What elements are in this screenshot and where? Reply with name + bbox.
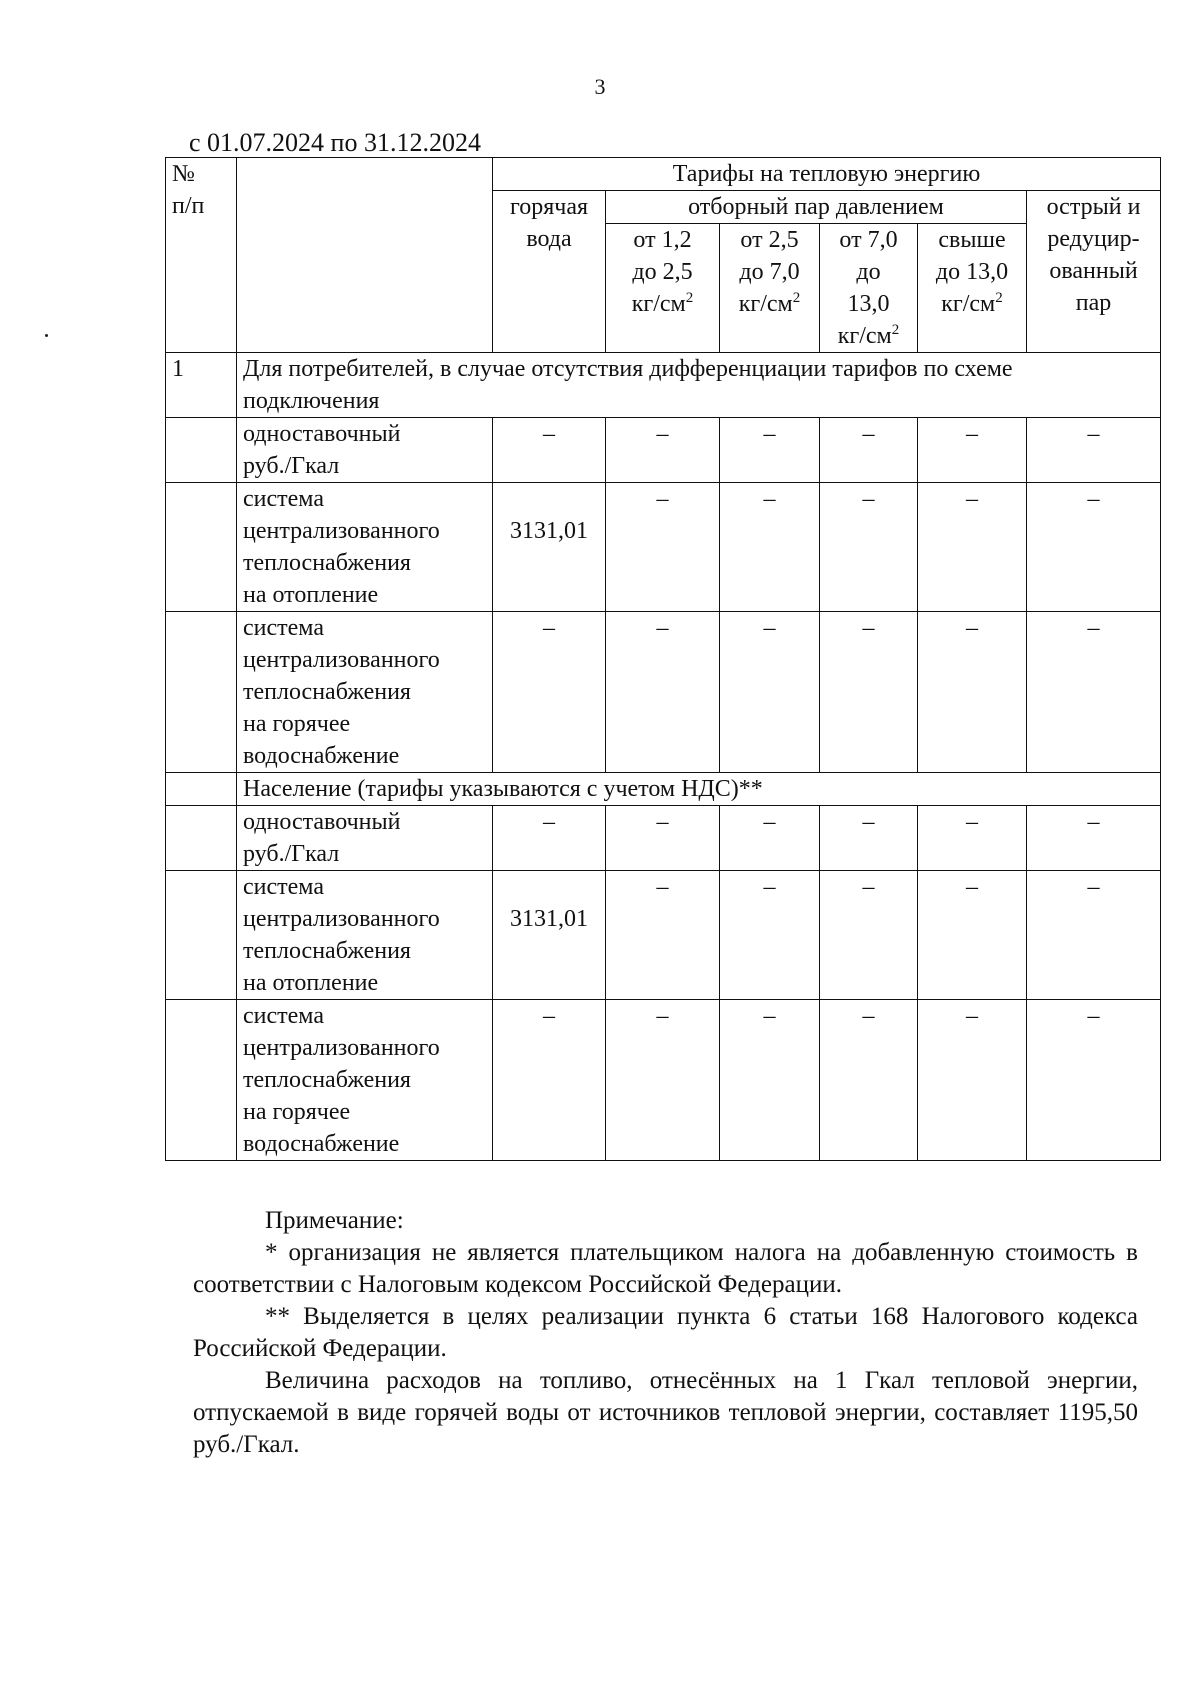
- period-caption: с 01.07.2024 по 31.12.2024: [189, 128, 481, 157]
- steam-3-l1: от 7,0: [839, 227, 898, 253]
- row-label-line: водоснабжение: [243, 1131, 400, 1157]
- note-2: ** Выделяется в целях реализации пункта 6 статьи 168 Налогового кодекса Российской Федерации.: [193, 1303, 1138, 1362]
- row-label-line: руб./Гкал: [243, 453, 340, 479]
- row-label: [237, 483, 493, 612]
- cell-sharp-steam: –: [1027, 1000, 1161, 1161]
- section-2-num: [166, 773, 237, 806]
- steam-3-l2: до: [856, 259, 881, 285]
- header-sharp-l3: ованный: [1049, 258, 1138, 284]
- cell-hot-water: –: [493, 806, 606, 871]
- header-sharp-l2: редуцир-: [1047, 226, 1140, 252]
- cell-steam-1: –: [606, 483, 720, 612]
- row-label-line: централизованного: [243, 1035, 440, 1061]
- header-sharp-l4: пар: [1075, 290, 1112, 316]
- cell-steam-2: –: [720, 1000, 820, 1161]
- cell-steam-2: –: [720, 612, 820, 773]
- cell-steam-1: –: [606, 612, 720, 773]
- row-label-line: теплоснабжения: [243, 679, 411, 705]
- row-label-line: на горячее: [243, 711, 351, 737]
- row-label-line: централизованного: [243, 647, 440, 673]
- row-label-line: централизованного: [243, 518, 440, 544]
- header-sharp-steam: [1027, 191, 1161, 353]
- cell-steam-2: –: [720, 806, 820, 871]
- cell-steam-1: –: [606, 806, 720, 871]
- header-steam-group: отборный пар давлением: [606, 191, 1027, 224]
- row-label-line: система: [243, 1003, 324, 1029]
- row-label-line: система: [243, 486, 324, 512]
- row-label-line: руб./Гкал: [243, 841, 340, 867]
- row-num-cell: [166, 1000, 237, 1161]
- cell-hot-water: –: [493, 1000, 606, 1161]
- row-num-cell: [166, 612, 237, 773]
- section-1-row: [166, 353, 1161, 418]
- table-row: [166, 483, 1161, 612]
- section-1-num: 1: [166, 353, 237, 418]
- cell-steam-3: –: [820, 418, 918, 483]
- cell-sharp-steam: –: [1027, 483, 1161, 612]
- header-hot-water-l2: вода: [526, 226, 572, 252]
- header-row-1: [166, 158, 1161, 191]
- steam-4-l2: до 13,0: [935, 259, 1009, 285]
- table-row: [166, 871, 1161, 1000]
- cell-sharp-steam: –: [1027, 612, 1161, 773]
- steam-1-l1: от 1,2: [633, 227, 692, 253]
- page-number: 3: [594, 74, 606, 99]
- header-steam-2: [720, 224, 820, 353]
- row-label-line: теплоснабжения: [243, 1067, 411, 1093]
- steam-4-l1: свыше: [938, 227, 1006, 253]
- header-num-abbr: п/п: [172, 193, 205, 219]
- row-num-cell: [166, 871, 237, 1000]
- table-row: [166, 1000, 1161, 1161]
- table-row: [166, 418, 1161, 483]
- steam-3-l3: 13,0: [847, 291, 890, 317]
- section-1-title: Для потребителей, в случае отсутствия дифференциации тарифов по схеме подключения: [237, 353, 1161, 418]
- cell-steam-1: –: [606, 871, 720, 1000]
- steam-4-unit: $кг/см^2$: [941, 290, 1003, 317]
- cell-steam-2: –: [720, 418, 820, 483]
- cell-steam-3: –: [820, 1000, 918, 1161]
- steam-2-l2: до 7,0: [739, 259, 800, 285]
- cell-steam-4: –: [918, 806, 1027, 871]
- cell-sharp-steam: –: [1027, 871, 1161, 1000]
- header-hot-water: [493, 191, 606, 353]
- row-label-line: теплоснабжения: [243, 550, 411, 576]
- steam-2-l1: от 2,5: [740, 227, 799, 253]
- row-label: [237, 871, 493, 1000]
- cell-steam-4: –: [918, 483, 1027, 612]
- note-3: Величина расходов на топливо, отнесённых на 1 Гкал тепловой энергии, отпускаемой в виде горячей воды от источников тепловой энергии, составляет 1195,50 руб./Гкал.: [193, 1367, 1138, 1458]
- header-num-cell: [166, 158, 237, 353]
- cell-sharp-steam: –: [1027, 418, 1161, 483]
- row-label-line: на горячее: [243, 1099, 351, 1125]
- row-label: [237, 418, 493, 483]
- row-label-line: одноставочный: [243, 421, 401, 447]
- header-name-cell: [237, 158, 493, 353]
- cell-hot-water: 3131,01: [493, 871, 606, 1000]
- notes-block: [193, 1205, 1138, 1461]
- row-label-line: теплоснабжения: [243, 938, 411, 964]
- tariff-table: [165, 157, 1161, 1161]
- header-tariffs-title: Тарифы на тепловую энергию: [493, 158, 1161, 191]
- header-steam-3: [820, 224, 918, 353]
- row-label-line: одноставочный: [243, 809, 401, 835]
- row-label: [237, 806, 493, 871]
- cell-steam-2: –: [720, 483, 820, 612]
- row-label-line: централизованного: [243, 906, 440, 932]
- row-label-line: система: [243, 874, 324, 900]
- header-steam-1: [606, 224, 720, 353]
- cell-hot-water: –: [493, 612, 606, 773]
- row-num-cell: [166, 806, 237, 871]
- cell-steam-3: –: [820, 871, 918, 1000]
- cell-steam-4: –: [918, 418, 1027, 483]
- cell-steam-3: –: [820, 483, 918, 612]
- row-num-cell: [166, 418, 237, 483]
- scan-speck: [45, 334, 48, 337]
- cell-hot-water: 3131,01: [493, 483, 606, 612]
- steam-1-l2: до 2,5: [632, 259, 693, 285]
- row-label-line: система: [243, 615, 324, 641]
- row-num-cell: [166, 483, 237, 612]
- note-1: * организация не является плательщиком налога на добавленную стоимость в соответствии с Налоговым кодексом Российской Федерации.: [193, 1239, 1138, 1298]
- header-steam-4: [918, 224, 1027, 353]
- header-sharp-l1: острый и: [1046, 194, 1141, 220]
- cell-steam-2: –: [720, 871, 820, 1000]
- row-label-line: на отопление: [243, 970, 379, 996]
- cell-steam-3: –: [820, 612, 918, 773]
- header-hot-water-l1: горячая: [509, 194, 589, 220]
- steam-2-unit: $кг/см^2$: [738, 290, 801, 317]
- section-2-row: [166, 773, 1161, 806]
- section-2-title: Население (тарифы указываются с учетом НДС)**: [237, 773, 1161, 806]
- table-row: [166, 612, 1161, 773]
- cell-sharp-steam: –: [1027, 806, 1161, 871]
- header-num-sign: №: [172, 161, 195, 187]
- steam-3-unit: $кг/см^2$: [837, 322, 900, 349]
- row-label: [237, 1000, 493, 1161]
- steam-1-unit: $кг/см^2$: [631, 290, 694, 317]
- cell-steam-1: –: [606, 418, 720, 483]
- cell-steam-3: –: [820, 806, 918, 871]
- cell-steam-4: –: [918, 871, 1027, 1000]
- row-label-line: на отопление: [243, 582, 379, 608]
- cell-steam-1: –: [606, 1000, 720, 1161]
- row-label: [237, 612, 493, 773]
- row-label-line: водоснабжение: [243, 743, 400, 769]
- table-row: [166, 806, 1161, 871]
- cell-steam-4: –: [918, 1000, 1027, 1161]
- notes-title: Примечание:: [265, 1207, 404, 1234]
- cell-steam-4: –: [918, 612, 1027, 773]
- cell-hot-water: –: [493, 418, 606, 483]
